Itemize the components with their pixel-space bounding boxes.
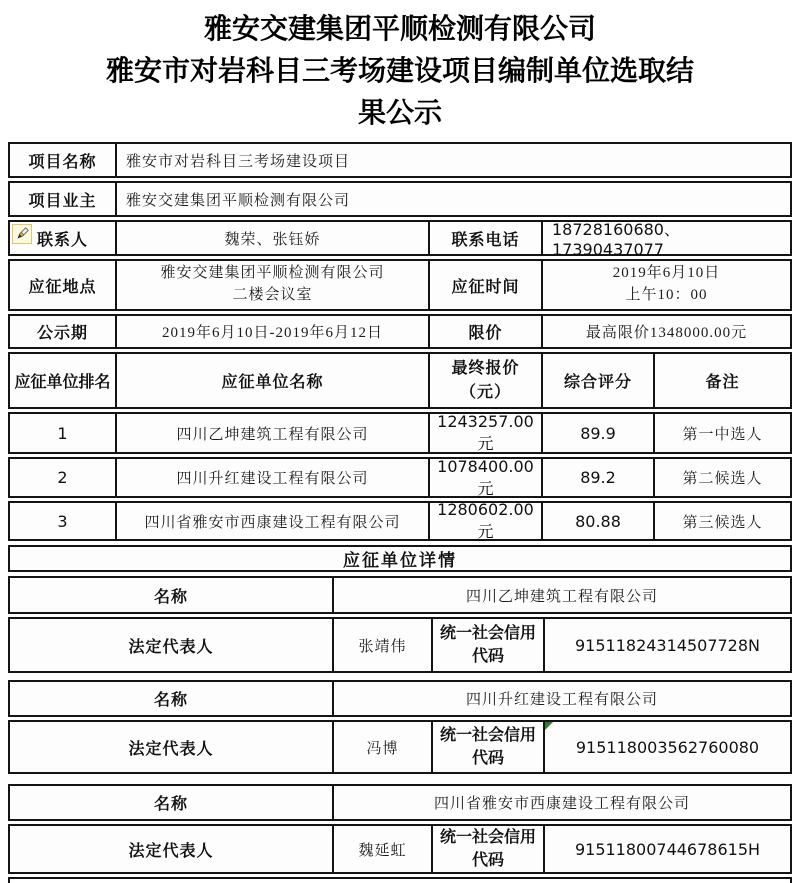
company-name-1: 四川乙坤建筑工程有限公司 xyxy=(115,414,428,452)
publicity-value: 2019年6月10日-2019年6月12日 xyxy=(115,316,428,347)
legal-rep-label-1: 法定代表人 xyxy=(128,638,214,656)
ranking-row-2 xyxy=(8,457,792,498)
ranking-header-row xyxy=(8,352,792,409)
credit-code-value-3: 91511800744678615H xyxy=(543,826,790,872)
credit-code-label-line1: 统一社会信用 xyxy=(439,828,536,846)
details-section-row xyxy=(8,545,792,572)
project-owner-value: 雅安交建集团平顺检测有限公司 xyxy=(115,183,790,215)
time-label: 应征时间 xyxy=(428,261,541,309)
ranking-row-3 xyxy=(8,501,792,541)
header-name: 应征单位名称 xyxy=(115,354,428,407)
time-value-line2: 上午10：00 xyxy=(625,287,708,303)
row-venue-time xyxy=(8,259,792,311)
score-1: 89.9 xyxy=(541,414,653,452)
credit-code-label-line2: 代码 xyxy=(471,750,504,767)
credit-code-label-1 xyxy=(431,619,543,671)
score-2: 89.2 xyxy=(541,459,653,496)
legal-rep-value-1: 张靖伟 xyxy=(332,619,431,671)
legal-rep-label-2: 法定代表人 xyxy=(128,740,214,758)
rank-2: 2 xyxy=(57,468,68,487)
note-3: 第三候选人 xyxy=(653,503,790,539)
time-value xyxy=(541,261,790,309)
rank-3: 3 xyxy=(57,511,68,531)
price-2: 1078400.00元 xyxy=(428,459,541,496)
partial-next-row xyxy=(8,877,792,883)
row-project-name xyxy=(8,142,792,178)
credit-code-label-line1: 统一社会信用 xyxy=(439,726,536,744)
credit-code-value-2 xyxy=(543,722,790,772)
price-3: 1280602.00元 xyxy=(428,503,541,539)
credit-code-label-line1: 统一社会信用 xyxy=(439,624,536,642)
green-corner-flag xyxy=(545,722,553,730)
legal-rep-value-3: 魏延虹 xyxy=(332,826,431,872)
credit-code-label-line2: 代码 xyxy=(471,852,504,869)
detail-name-label-3: 名称 xyxy=(153,796,188,813)
limit-label: 限价 xyxy=(428,316,541,347)
contact-label: 联系人 xyxy=(36,231,88,249)
brush-note-icon xyxy=(12,224,32,244)
title-line-1: 雅安交建集团平顺检测有限公司 xyxy=(203,13,596,44)
price-1: 1243257.00元 xyxy=(428,414,541,452)
project-name-label: 项目名称 xyxy=(28,153,97,171)
project-name-value: 雅安市对岩科目三考场建设项目 xyxy=(115,144,790,176)
header-rank: 应征单位排名 xyxy=(14,374,111,391)
detail-name-value-1: 四川乙坤建筑工程有限公司 xyxy=(332,578,790,612)
detail-name-row-1 xyxy=(8,576,792,614)
header-price xyxy=(428,354,541,407)
contact-label-cell xyxy=(10,222,115,254)
credit-code-label-2 xyxy=(431,722,543,772)
credit-code-label-line2: 代码 xyxy=(471,648,504,665)
detail-name-value-3: 四川省雅安市西康建设工程有限公司 xyxy=(332,786,790,819)
ranking-row-1 xyxy=(8,412,792,454)
credit-code-value-1: 91511824314507728N xyxy=(543,619,790,671)
row-publicity-limit xyxy=(8,314,792,349)
company-name-3: 四川省雅安市西康建设工程有限公司 xyxy=(115,503,428,539)
venue-label: 应征地点 xyxy=(28,278,97,296)
legal-rep-label-3: 法定代表人 xyxy=(128,842,214,860)
company-name-2: 四川升红建设工程有限公司 xyxy=(115,459,428,496)
detail-name-row-2 xyxy=(8,680,792,717)
phone-label: 联系电话 xyxy=(428,222,541,254)
venue-value xyxy=(115,261,428,309)
row-project-owner xyxy=(8,181,792,217)
publicity-label: 公示期 xyxy=(36,325,88,342)
venue-value-line1: 雅安交建集团平顺检测有限公司 xyxy=(160,265,385,282)
project-owner-label: 项目业主 xyxy=(28,192,97,210)
details-section-title: 应征单位详情 xyxy=(343,551,457,570)
venue-value-line2: 二楼会议室 xyxy=(232,287,313,303)
limit-value: 最高限价1348000.00元 xyxy=(541,316,790,347)
credit-code-text-2: 915118003562760080 xyxy=(575,737,760,757)
title-line-2: 雅安市对岩科目三考场建设项目编制单位选取结 xyxy=(105,55,694,86)
phone-value: 18728160680、17390437077 xyxy=(541,222,790,254)
row-contact xyxy=(8,220,792,259)
header-price-line1: 最终报价 xyxy=(451,360,520,378)
detail-rep-row-1 xyxy=(8,617,792,673)
note-1: 第一中选人 xyxy=(653,414,790,452)
title-line-3: 果公示 xyxy=(357,97,442,128)
legal-rep-value-2: 冯博 xyxy=(332,722,431,772)
header-note: 备注 xyxy=(653,354,790,407)
detail-name-value-2: 四川升红建设工程有限公司 xyxy=(332,682,790,715)
contact-value: 魏荣、张钰娇 xyxy=(115,222,428,254)
detail-name-label-2: 名称 xyxy=(153,692,188,709)
detail-rep-row-3 xyxy=(8,824,792,874)
score-3: 80.88 xyxy=(541,503,653,539)
credit-code-label-3 xyxy=(431,826,543,872)
header-price-line2: （元） xyxy=(459,383,511,401)
note-2: 第二候选人 xyxy=(653,459,790,496)
header-score: 综合评分 xyxy=(541,354,653,407)
detail-name-row-3 xyxy=(8,784,792,821)
detail-rep-row-2 xyxy=(8,720,792,774)
detail-name-label-1: 名称 xyxy=(153,588,188,606)
time-value-line1: 2019年6月10日 xyxy=(612,265,721,282)
page-title xyxy=(8,8,792,134)
rank-1: 1 xyxy=(57,423,68,443)
